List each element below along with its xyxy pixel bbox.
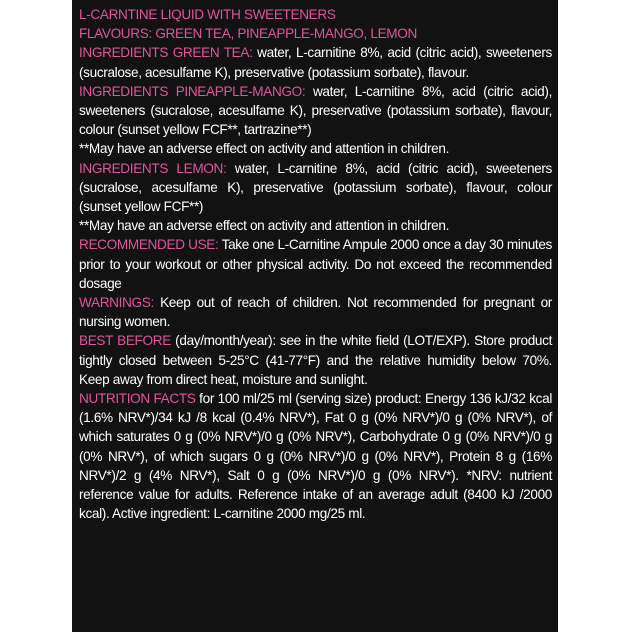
section-heading-lemon: INGREDIENTS LEMON: (79, 160, 227, 176)
section-heading-best-before: BEST BEFORE (79, 333, 171, 349)
section-heading-green-tea: INGREDIENTS GREEN TEA: (79, 45, 253, 61)
section-body-lemon: water, L-carnitine 8%, acid (citric acid), sweeteners (sucralose, acesulfame K), preservative (potassium sorbate), flavour, colour (sunset yellow FCF**) (79, 160, 552, 215)
product-title: L-CARNTINE LIQUID WITH SWEETENERS (79, 7, 336, 22)
adverse-effect-warning-2: **May have an adverse effect on activity and attention in children. (79, 218, 449, 234)
ingredients-green-tea (79, 43, 552, 81)
section-body-recommended-use: Take one L-Carnitine Ampule 2000 once a day 30 minutes prior to your workout or other physical activity. Do not exceed the recommended dosage (79, 237, 552, 291)
section-heading-pineapple-mango: INGREDIENTS PINEAPPLE-MANGO: (79, 83, 306, 99)
section-heading-nutrition-facts: NUTRITION FACTS (79, 391, 196, 407)
flavours-line: FLAVOURS: GREEN TEA, PINEAPPLE-MANGO, LEMON (79, 26, 417, 42)
product-label-panel (72, 0, 558, 632)
ingredients-lemon (79, 159, 552, 217)
nutrition-facts (79, 389, 552, 523)
section-body-green-tea: water, L-carnitine 8%, acid (citric acid), sweeteners (sucralose, acesulfame K), preservative (potassium sorbate), flavour. (79, 45, 552, 80)
section-heading-warnings: WARNINGS: (79, 295, 154, 311)
ingredients-pineapple-mango (79, 82, 552, 140)
adverse-effect-warning-1: **May have an adverse effect on activity and attention in children. (79, 141, 449, 157)
section-body-warnings: Keep out of reach of children. Not recommended for pregnant or nursing women. (79, 295, 552, 330)
recommended-use (79, 235, 552, 293)
best-before (79, 331, 552, 389)
section-heading-recommended-use: RECOMMENDED USE: (79, 237, 219, 253)
warnings (79, 293, 552, 331)
section-body-nutrition-facts: for 100 ml/25 ml (serving size) product: Energy 136 kJ/32 kcal (1.6% NRV*)/34 kJ /8 kcal (0.4% NRV*), Fat 0 g (0% NRV*)/0 g (0% NRV*), of which saturates 0 g (0% NRV*)/0 g (0% NRV*), Carbohydrate 0 g (0% NRV*)/0 g (0% NRV*), of which sugars 0 g (0% NRV*)/0 g (0% NRV*), Protein 8 g (16% NRV*)/2 g (4% NRV*), Salt 0 g (0% NRV*)/0 g (0% NRV*). *NRV: nutrient reference value for adults. Reference intake of an average adult (8400 kJ /2000 kcal). Active ingredient: L-carnitine 2000 mg/25 ml. (79, 391, 552, 522)
section-body-best-before: (day/month/year): see in the white field (LOT/EXP). Store product tightly closed between 5-25°C (41-77°F) and the relative humidity below 70%. Keep away from direct heat, moisture and sunlight. (79, 333, 552, 387)
section-body-pineapple-mango: water, L-carnitine 8%, acid (citric acid), sweeteners (sucralose, acesulfame K), preservative (potassium sorbate), flavour, colour (sunset yellow FCF**, tartrazine**) (79, 83, 552, 138)
